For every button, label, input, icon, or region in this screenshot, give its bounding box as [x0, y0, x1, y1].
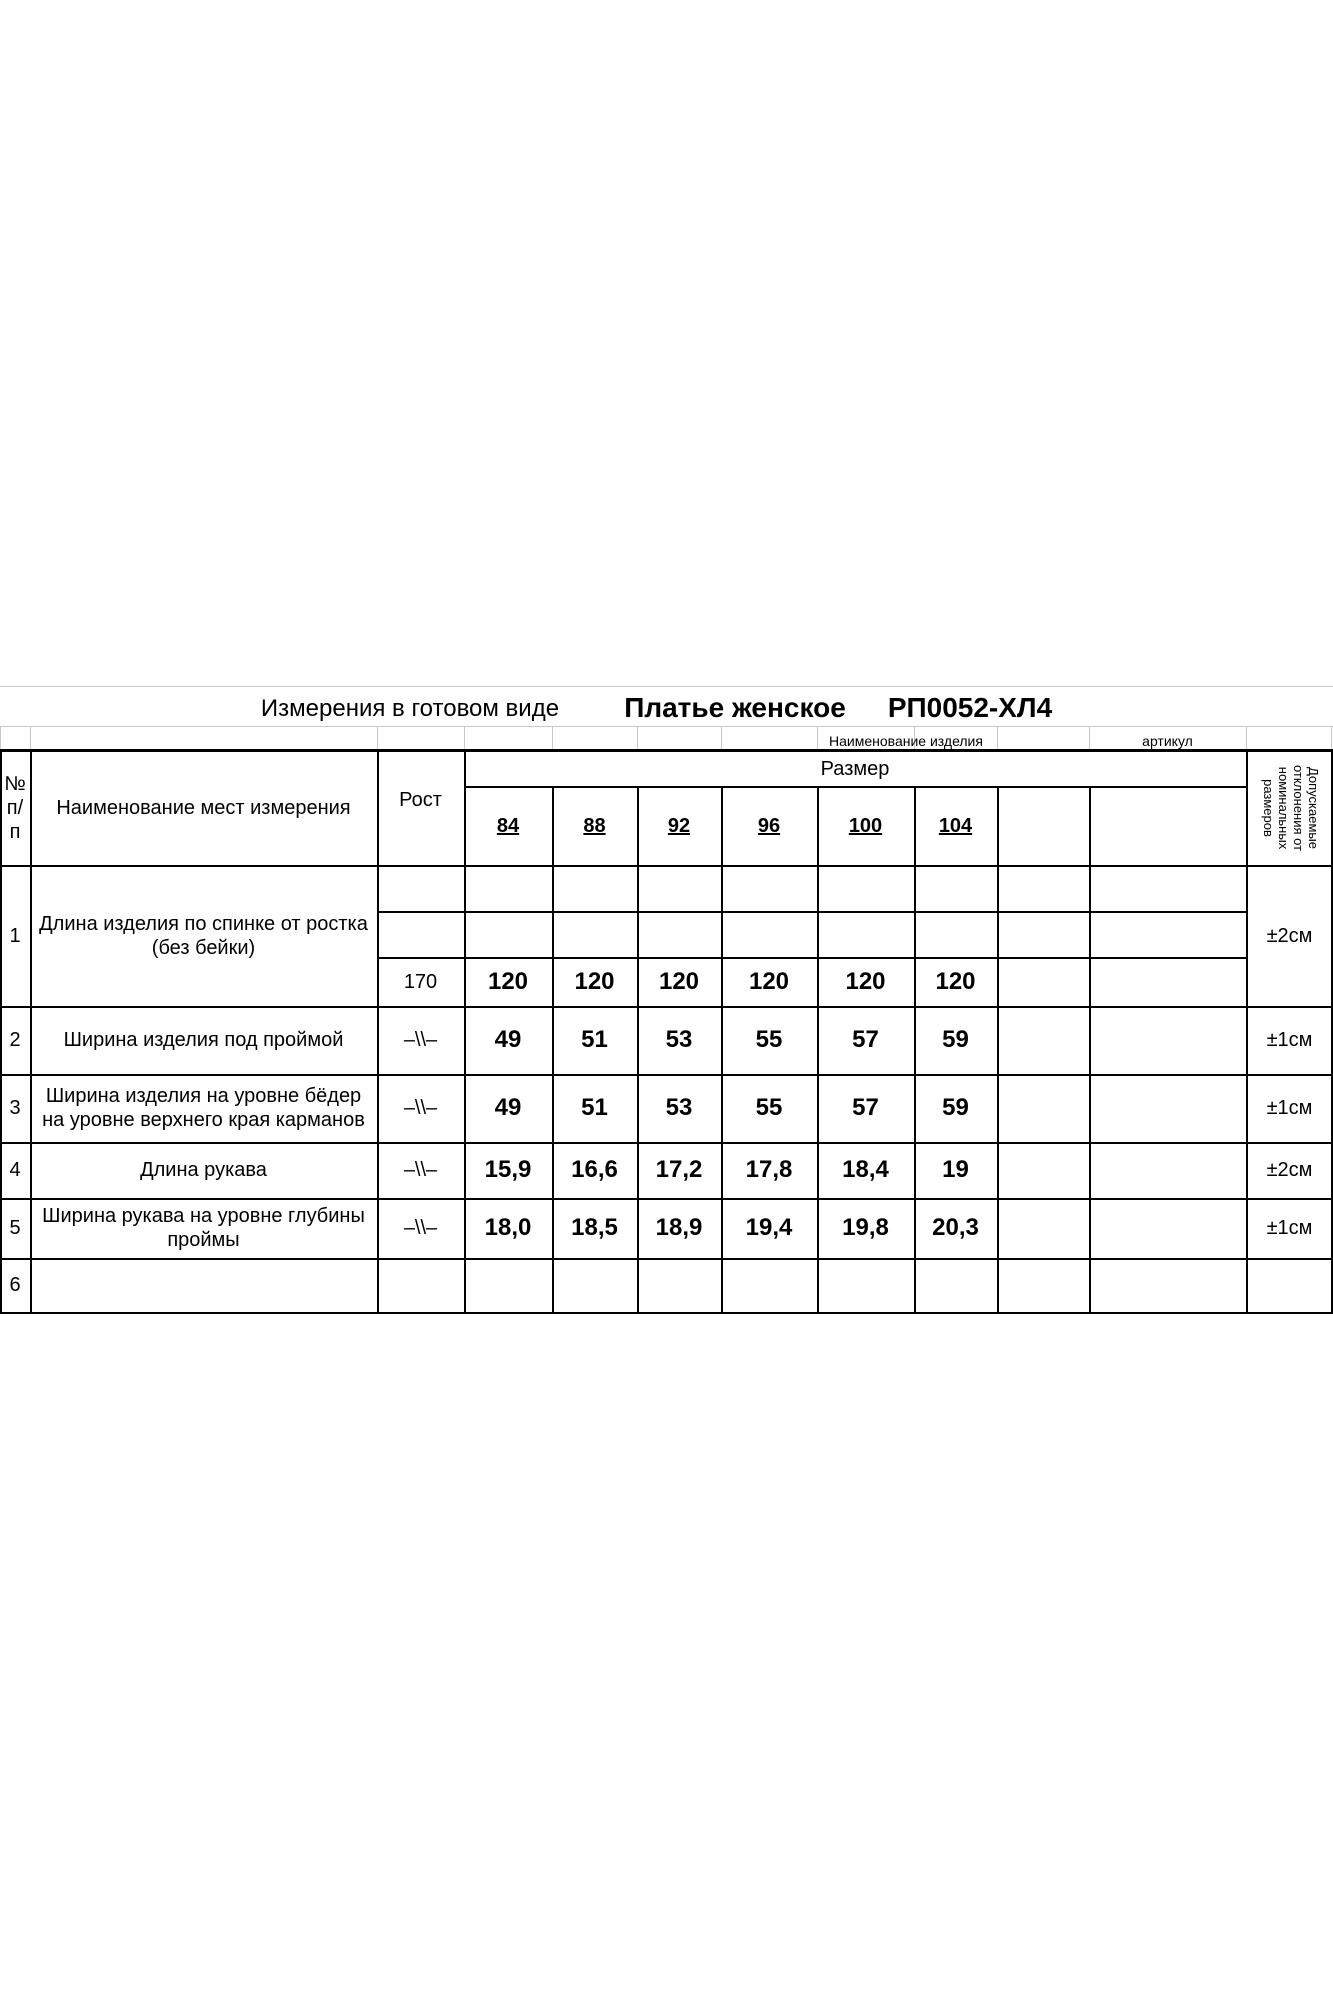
- header-deviation-line3: номинальных: [1276, 766, 1291, 850]
- height-value: 170: [403, 971, 438, 993]
- size-value: 53: [665, 1025, 693, 1053]
- grid-line: [0, 726, 1333, 727]
- row-number: 4: [9, 1159, 21, 1181]
- row-number: 3: [9, 1097, 21, 1119]
- grid-line: [30, 726, 31, 750]
- size-value: 18,0: [484, 1213, 532, 1241]
- header-number-line2: п/: [6, 797, 24, 819]
- size-value: 53: [665, 1093, 693, 1121]
- height-value: –\\–: [403, 1217, 438, 1239]
- size-value: 59: [942, 1025, 969, 1053]
- size-value: 16,6: [571, 1155, 618, 1183]
- size-value: 17,8: [745, 1155, 793, 1183]
- grid-line: [997, 726, 998, 750]
- grid-line: [552, 726, 553, 750]
- grid-line: [0, 1312, 1333, 1314]
- grid-line: [0, 1258, 1333, 1260]
- header-deviation-line4: размеров: [1261, 779, 1277, 837]
- grid-line: [1089, 786, 1091, 1314]
- size-value: 17,2: [655, 1155, 703, 1183]
- measurement-name: Ширина изделия под проймой: [63, 1029, 344, 1051]
- caption-product-name: Наименование изделия: [829, 732, 983, 749]
- size-value: 18,5: [571, 1213, 618, 1241]
- header-number-line3: п: [9, 821, 21, 843]
- header-size: Размер: [820, 758, 890, 780]
- grid-line: [0, 726, 1, 750]
- size-value: 59: [942, 1093, 969, 1121]
- size-value: 20,3: [932, 1213, 979, 1241]
- size-value: 120: [658, 967, 700, 995]
- header-number: [0, 750, 30, 866]
- row-number: 2: [9, 1029, 21, 1051]
- grid-line: [1331, 726, 1332, 750]
- height-value: –\\–: [403, 1097, 438, 1119]
- header-height: Рост: [399, 789, 442, 811]
- size-value: 120: [574, 967, 615, 995]
- tolerance-value: ±1см: [1266, 1217, 1313, 1239]
- sheet-title: Измерения в готовом виде: [260, 694, 560, 722]
- size-label: 100: [848, 815, 883, 837]
- size-value: 19,4: [745, 1213, 793, 1241]
- grid-line: [0, 686, 1333, 687]
- grid-line: [721, 726, 722, 750]
- size-value: 49: [494, 1025, 522, 1053]
- height-value: –\\–: [403, 1029, 438, 1051]
- size-value: 120: [845, 967, 886, 995]
- row-number: 5: [9, 1217, 21, 1239]
- size-value: 15,9: [484, 1155, 532, 1183]
- size-value: 57: [852, 1093, 879, 1121]
- size-value: 120: [748, 967, 790, 995]
- size-value: 55: [755, 1025, 783, 1053]
- grid-line: [997, 786, 999, 1314]
- height-value: –\\–: [403, 1159, 438, 1181]
- size-label: 96: [757, 815, 781, 837]
- measurement-name: Ширина рукава на уровне глубины проймы: [42, 1205, 365, 1251]
- tolerance-value: ±2см: [1266, 1159, 1313, 1181]
- size-value: 51: [581, 1025, 608, 1053]
- grid-line: [377, 726, 378, 750]
- grid-line: [464, 726, 465, 750]
- tolerance-value: ±1см: [1266, 1029, 1313, 1051]
- header-number-line1: №: [4, 773, 26, 795]
- product-name: Платье женское: [624, 692, 846, 724]
- size-value: 19: [942, 1155, 969, 1183]
- grid-line: [1246, 726, 1247, 750]
- row-number: 6: [9, 1274, 21, 1296]
- size-value: 120: [935, 967, 976, 995]
- grid-line: [377, 911, 1246, 913]
- row-number: 1: [9, 925, 21, 947]
- size-chart-sheet: [0, 686, 1333, 1316]
- size-label: 88: [583, 815, 606, 837]
- size-value: 55: [755, 1093, 783, 1121]
- header-deviation: [1261, 763, 1321, 853]
- size-label: 84: [496, 815, 520, 837]
- size-value: 19,8: [842, 1213, 889, 1241]
- size-label: 92: [667, 815, 691, 837]
- grid-line: [637, 726, 638, 750]
- size-value: 51: [581, 1093, 608, 1121]
- size-label: 104: [938, 815, 973, 837]
- product-article: РП0052-ХЛ4: [887, 692, 1053, 724]
- header-deviation-line2: отклонения от: [1290, 764, 1306, 852]
- size-value: 120: [487, 967, 529, 995]
- size-value: 57: [852, 1025, 879, 1053]
- measurement-name: Ширина изделия на уровне бёдер на уровне верхнего края карманов: [42, 1085, 365, 1131]
- size-value: 18,9: [655, 1213, 703, 1241]
- size-value: 49: [494, 1093, 522, 1121]
- tolerance-value: ±1см: [1266, 1097, 1313, 1119]
- header-deviation-line1: Допускаемые: [1305, 766, 1321, 850]
- measurement-name: Длина изделия по спинке от ростка (без бейки): [39, 913, 368, 959]
- size-value: 18,4: [842, 1155, 889, 1183]
- caption-article: артикул: [1142, 732, 1193, 749]
- measurement-name: Длина рукава: [140, 1159, 267, 1181]
- header-measurement-place: Наименование мест измерения: [56, 797, 351, 819]
- tolerance-value: ±2см: [1266, 925, 1313, 947]
